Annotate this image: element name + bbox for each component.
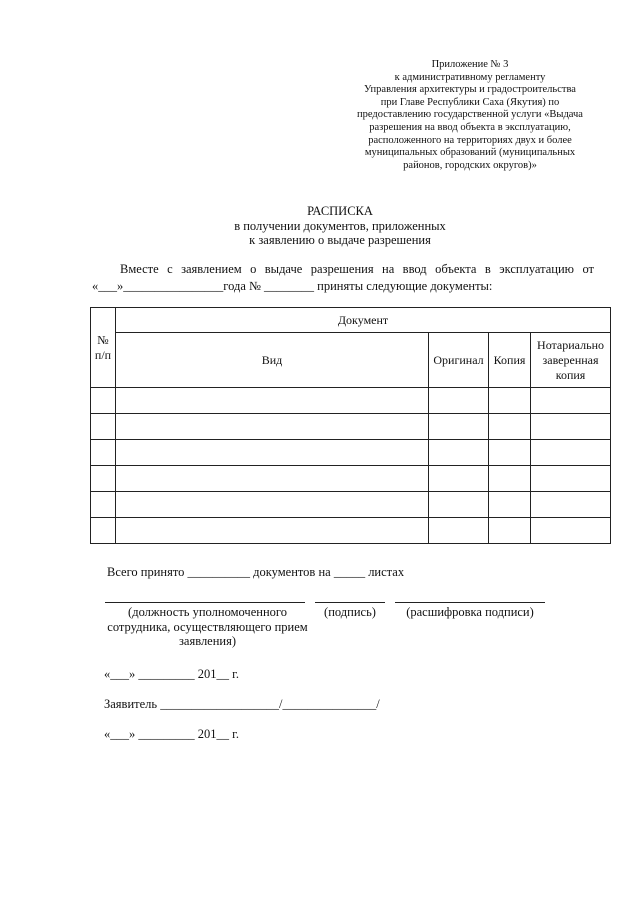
appendix-line: при Главе Республики Саха (Якутия) по bbox=[380, 96, 560, 108]
cell[interactable] bbox=[429, 466, 489, 492]
cell[interactable] bbox=[489, 466, 531, 492]
cell[interactable] bbox=[531, 518, 611, 544]
header-original: Оригинал bbox=[429, 333, 489, 388]
cell[interactable] bbox=[531, 414, 611, 440]
cell[interactable] bbox=[91, 440, 116, 466]
cell[interactable] bbox=[531, 440, 611, 466]
cell[interactable] bbox=[489, 388, 531, 414]
cell[interactable] bbox=[429, 518, 489, 544]
appendix-line: Приложение № 3 bbox=[431, 59, 509, 70]
cell[interactable] bbox=[489, 492, 531, 518]
cell[interactable] bbox=[429, 388, 489, 414]
appendix-block bbox=[345, 59, 595, 172]
signature-line[interactable] bbox=[315, 602, 385, 603]
title-line: в получении документов, приложенных bbox=[234, 218, 446, 233]
appendix-line: предоставлению государственной услуги «Выдача bbox=[357, 109, 583, 121]
intro-line-2: «___»________________года № ________ приняты следующие документы: bbox=[92, 279, 493, 293]
cell[interactable] bbox=[429, 440, 489, 466]
intro-line-1: Вместе с заявлением о выдаче разрешения на ввод объекта в эксплуатацию от bbox=[120, 262, 594, 276]
title-heading: РАСПИСКА bbox=[307, 204, 373, 218]
table-row bbox=[91, 466, 611, 492]
table-row bbox=[91, 492, 611, 518]
documents-table bbox=[90, 307, 611, 544]
appendix-line: муниципальных образований (муниципальных bbox=[364, 147, 576, 159]
cell[interactable] bbox=[489, 518, 531, 544]
document-title bbox=[200, 204, 480, 248]
appendix-line: районов, городских округов)» bbox=[403, 159, 537, 171]
cell[interactable] bbox=[91, 388, 116, 414]
cell[interactable] bbox=[116, 440, 429, 466]
cell[interactable] bbox=[116, 388, 429, 414]
cell[interactable] bbox=[429, 492, 489, 518]
cell[interactable] bbox=[489, 440, 531, 466]
header-type: Вид bbox=[116, 333, 429, 388]
date-line-1: «___» _________ 201__ г. bbox=[104, 667, 239, 681]
cell[interactable] bbox=[429, 414, 489, 440]
header-notarized: Нотариально заверенная копия bbox=[531, 333, 611, 388]
header-copy: Копия bbox=[489, 333, 531, 388]
appendix-line: расположенного на территориях двух и более bbox=[368, 134, 572, 146]
cell[interactable] bbox=[91, 492, 116, 518]
summary-line: Всего принято __________ документов на _____ листах bbox=[107, 565, 405, 579]
cell[interactable] bbox=[91, 518, 116, 544]
table-row bbox=[91, 440, 611, 466]
header-number-label: № п/п bbox=[94, 332, 112, 362]
decode-line[interactable] bbox=[395, 602, 545, 603]
table-row bbox=[91, 518, 611, 544]
appendix-line: разрешения на ввод объекта в эксплуатацию, bbox=[369, 121, 571, 133]
cell[interactable] bbox=[116, 466, 429, 492]
decode-caption: (расшифровка подписи) bbox=[406, 605, 534, 619]
table-row bbox=[91, 414, 611, 440]
cell[interactable] bbox=[116, 492, 429, 518]
table-row bbox=[91, 388, 611, 414]
position-line[interactable] bbox=[105, 602, 305, 603]
cell[interactable] bbox=[531, 388, 611, 414]
appendix-line: к административному регламенту bbox=[394, 71, 546, 83]
signature-caption: (подпись) bbox=[324, 605, 376, 619]
cell[interactable] bbox=[91, 414, 116, 440]
cell[interactable] bbox=[489, 414, 531, 440]
cell[interactable] bbox=[531, 466, 611, 492]
appendix-line: Управления архитектуры и градостроительства bbox=[364, 84, 576, 96]
date-line-2: «___» _________ 201__ г. bbox=[104, 727, 239, 741]
header-document: Документ bbox=[116, 308, 611, 333]
cell[interactable] bbox=[91, 466, 116, 492]
cell[interactable] bbox=[531, 492, 611, 518]
applicant-line: Заявитель ___________________/_______________/ bbox=[104, 697, 380, 711]
cell[interactable] bbox=[116, 518, 429, 544]
position-caption: (должность уполномоченного сотрудника, осуществляющего прием заявления) bbox=[107, 605, 308, 648]
title-line: к заявлению о выдаче разрешения bbox=[249, 233, 431, 247]
header-number bbox=[91, 308, 116, 388]
cell[interactable] bbox=[116, 414, 429, 440]
